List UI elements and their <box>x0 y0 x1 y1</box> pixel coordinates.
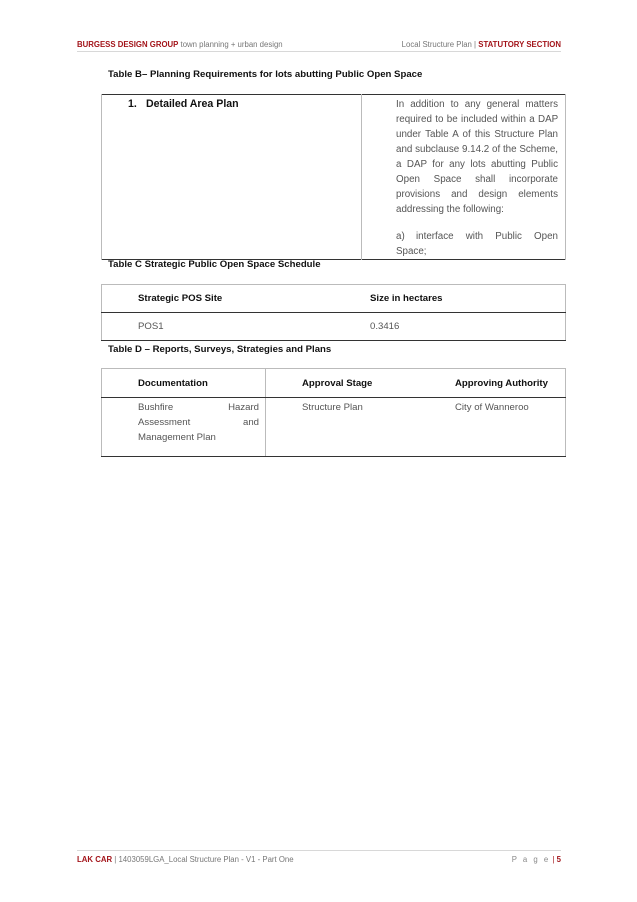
footer-brand: LAK CAR <box>77 854 113 864</box>
cell-pos-site: POS1 <box>102 313 371 341</box>
documentation-line: Assessment and <box>138 417 259 428</box>
column-header-approving-authority: Approving Authority <box>419 369 566 398</box>
requirement-line: and subclause 9.14.2 of the Scheme, a <box>396 144 558 170</box>
table-c-caption: Table C Strategic Public Open Space Schedule <box>108 259 321 270</box>
page-header <box>77 37 561 51</box>
table-b <box>101 94 566 260</box>
cell-approving-authority: City of Wanneroo <box>419 398 566 457</box>
requirement-line: following: <box>463 204 504 215</box>
header-separator: | <box>474 39 477 49</box>
footer-divider <box>77 850 561 851</box>
requirement-line: DAP for any lots abutting Public Open <box>396 159 558 185</box>
column-header-pos-site: Strategic POS Site <box>102 285 371 313</box>
documentation-line: Bushfire Hazard <box>138 402 259 413</box>
table-b-caption: Table B– Planning Requirements for lots abutting Public Open Space <box>108 69 423 80</box>
table-b-item-cell <box>102 95 362 260</box>
requirement-text <box>396 97 558 217</box>
header-doc-title: Local Structure Plan <box>401 39 472 49</box>
footer-doc-name: 1403059LGA_Local Structure Plan - V1 - Part One <box>118 854 294 864</box>
table-header-row <box>102 285 566 313</box>
list-item-text: interface with Public Open Space; <box>396 231 558 257</box>
requirement-line: design elements addressing the <box>396 189 558 215</box>
header-section: STATUTORY SECTION <box>478 39 561 49</box>
requirement-line: In addition to any general matters <box>396 99 558 110</box>
table-row <box>102 398 566 457</box>
column-header-approval-stage: Approval Stage <box>266 369 420 398</box>
header-left <box>77 40 283 49</box>
page-number: 5 <box>556 854 561 864</box>
column-header-size: Size in hectares <box>370 285 566 313</box>
footer-right <box>512 855 561 864</box>
header-brand: BURGESS DESIGN GROUP <box>77 39 179 49</box>
table-b-requirement-cell <box>362 95 566 260</box>
column-header-documentation: Documentation <box>102 369 266 398</box>
footer-left <box>77 855 294 864</box>
cell-size: 0.3416 <box>370 313 566 341</box>
requirement-list-item <box>396 229 558 259</box>
header-tagline: town planning + urban design <box>180 39 283 49</box>
spacer <box>396 217 558 229</box>
documentation-line: Management Plan <box>138 432 216 443</box>
page-label: P a g e <box>511 854 551 864</box>
footer-separator: | <box>114 854 117 864</box>
table-row <box>102 313 566 341</box>
requirement-line: Space shall incorporate provisions and <box>396 174 558 200</box>
header-divider <box>77 51 561 52</box>
page-footer <box>77 853 561 865</box>
table-d-caption: Table D – Reports, Surveys, Strategies and Plans <box>108 344 332 355</box>
list-marker: a) <box>396 231 405 242</box>
page-separator: | <box>552 854 555 864</box>
table-header-row <box>102 369 566 398</box>
table-b-item-title: Detailed Area Plan <box>146 98 239 110</box>
cell-documentation <box>102 398 266 457</box>
cell-approval-stage: Structure Plan <box>266 398 420 457</box>
table-d <box>101 368 566 457</box>
requirement-line: under Table A of this Structure Plan <box>396 129 558 140</box>
table-b-item-number: 1. <box>128 98 137 110</box>
table-row <box>102 95 566 260</box>
header-right <box>402 40 561 49</box>
requirement-line: required to be included within a DAP <box>396 114 558 125</box>
table-c <box>101 284 566 341</box>
